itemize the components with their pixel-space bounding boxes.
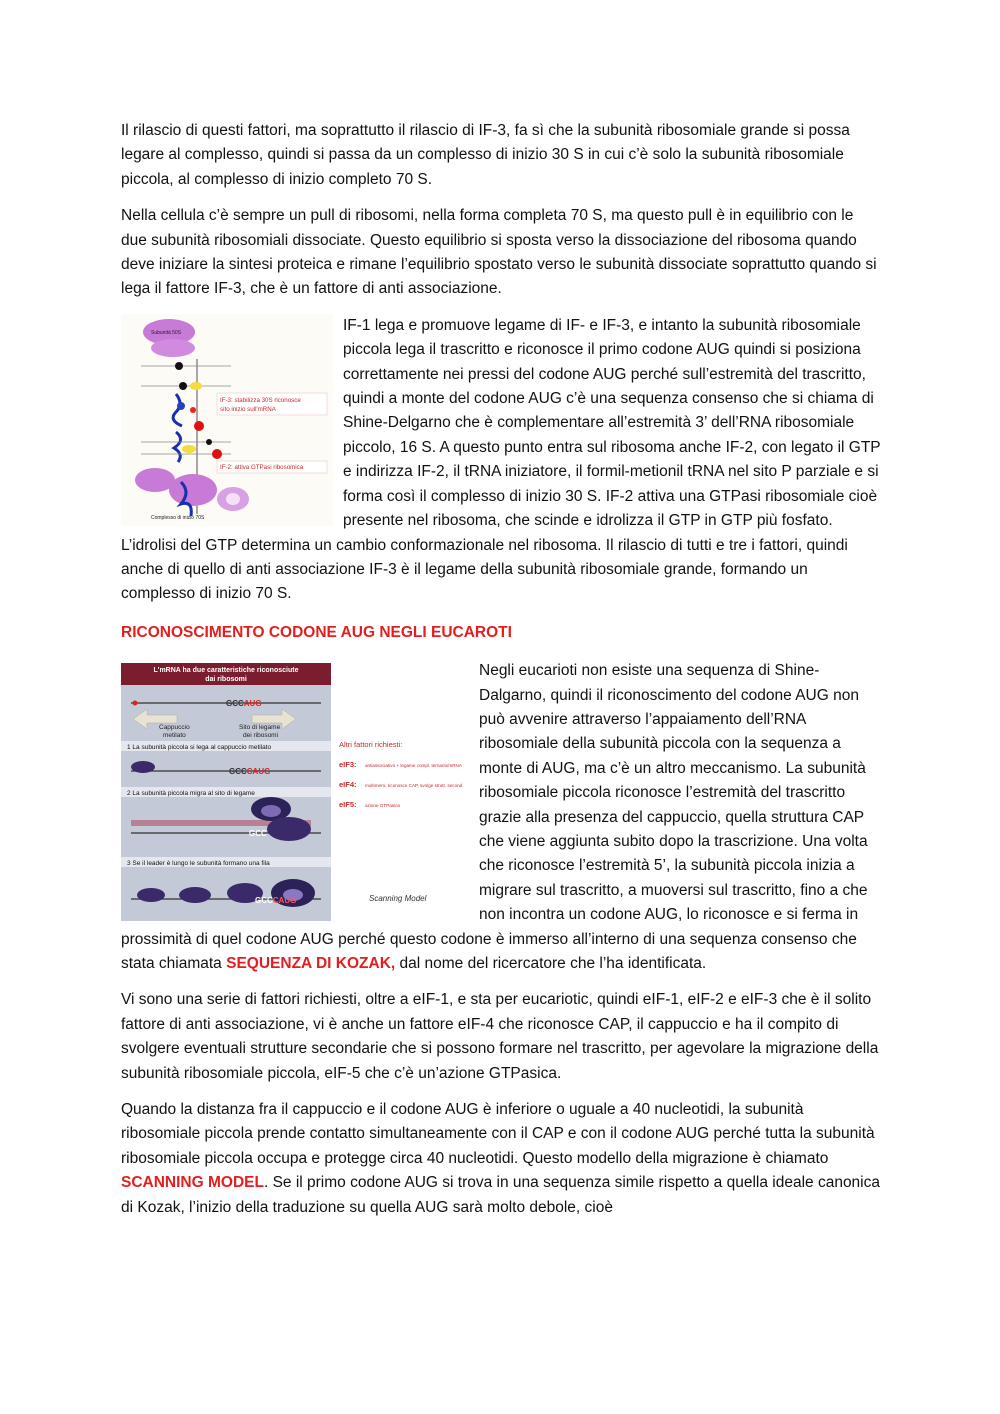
paragraph-4-text: Negli eucarioti non esiste una sequenza di Shine-Dalgarno, quindi il riconoscimento del codone AUG non può avvenire attraverso l’appaiamento dell’RNA ribosomiale della subunità piccola con la sequenza a monte di AUG, ma c’è un altro meccanismo. La subunità ribosomiale piccola riconosce l’estremità del trascritto grazie alla presenza del cappuccio, quella struttura CAP che viene aggiunta subito dopo la trascrizione. Una volta che riconosce l’estremità 5’, la subunità piccola inizia a migrare sul trascritto, a muoversi sul trascritto, fino a che non incontra un codone AUG, lo riconosce e si ferma in prossimità di quel codone AUG perché questo codone è immerso all’interno di una sequenza consenso che stata chiamata [121,662,868,972]
initiation-complex-figure [121,314,333,526]
fig2-cap-label-1: Cappuccio [159,724,190,732]
fig2-seq3-red: CAUG [272,896,297,906]
kozak-highlight: SEQUENZA DI KOZAK, [226,955,396,972]
svg-text:GCCCAUG [229,767,270,776]
fig2-step-1: 1 La subunità piccola si lega al cappuccio metilato [127,744,272,752]
fig2-header-2: dai ribosomi [205,676,247,684]
svg-text:GCCCAUG [255,896,296,905]
paragraph-5: Vi sono una serie di fattori richiesti, oltre a eIF-1, e sta per eucariotic, quindi eIF-1, eIF-2 e eIF-3 che è il solito fattore di anti associazione, vi è anche un fattore eIF-4 che riconosce CAP, il cappuccio e ha il compito di svolgere eventuali strutture secondarie che si possono formare nel trascritto, per agevolare la migrazione della subunità ribosomiale piccola, eIF-5 che c’è un’azione GTPasica. [121,991,879,1082]
fig2-site-label-1: Sito di legame [239,724,281,732]
fig2-scanning-label: Scanning Model [369,894,427,904]
fig2-eif5: eIF5: [339,800,357,810]
fig1-if3-label: IF-3: stabilizza 30S riconosce [220,396,301,404]
fig2-seq2: GCC [229,767,247,777]
fig2-eif5-desc: azione GTPasica [365,803,400,809]
fig1-top-label: Subunità 50S [151,329,182,336]
svg-text:GCCAUG [226,699,262,708]
fig2-site-label-2: dei ribosomi [243,732,279,740]
paragraph-4-tail: dal nome del ricercatore che l’ha identificata. [395,955,707,972]
fig2-seq-moving: GCC [249,829,267,839]
fig1-if3-label-2: sito inizio sull'mRNA [220,405,276,413]
fig2-seq3: GCC [255,896,273,906]
fig1-bottom-label: Complesso di inizio 70S [151,514,205,521]
fig2-header-1: L'mRNA ha due caratteristiche riconosciute [153,667,299,675]
document-page [121,119,881,1232]
fig2-step-2: 2 La subunità piccola migra al sito di legame [127,790,255,798]
paragraph-1: Il rilascio di questi fattori, ma soprattutto il rilascio di IF-3, fa sì che la subunità ribosomiale grande si possa legare al complesso, quindi si passa da un complesso di inizio 30 S in cui c’è solo la subunità ribosomiale piccola, al complesso di inizio completo 70 S. [121,122,850,188]
fig2-side-title: Altri fattori richiesti: [339,740,403,750]
paragraph-6 [121,1098,881,1220]
paragraph-3: IF-1 lega e promuove legame di IF- e IF-3, e intanto la subunità ribosomiale piccola lega il trascritto e riconosce il primo codone AUG quindi si posiziona correttamente nei pressi del codone AUG perché sull’estremità del trascritto, quindi a monte del codone AUG c’è una sequenza consenso che si chiama di Shine-Delgarno che è complementare all’estremità 3’ dell’RNA ribosomiale piccolo, 16 S. A questo punto entra sul ribosoma anche IF-2, con legato il GTP e indirizza IF-2, il tRNA iniziatore, il formil-metionil tRNA nel sito P parziale e si forma così il complesso di inizio 30 S. IF-2 attiva una GTPasi ribosomiale cioè presente nel ribosoma, che scinde e idrolizza il GTP in GTP più fosfato. L’idrolisi del GTP determina un cambio conformazionale nel ribosoma. Il rilascio di tutti e tre i fattori, quindi anche di quello di anti associazione IF-3 è il legame della subunità ribosomiale grande, formando un complesso di inizio 70 S. [121,316,881,603]
paragraph-6-tail: . Se il primo codone AUG si trova in una sequenza simile rispetto a quella ideale canonica di Kozak, l’inizio della traduzione su quella AUG sarà molto debole, cioè [121,1174,880,1216]
fig2-eif3-desc: antiassociativo + legame compl. ternario/mRNA [365,763,462,769]
paragraph-2: Nella cellula c’è sempre un pull di ribosomi, nella forma completa 70 S, ma questo pull è in equilibrio con le due subunità ribosomiali dissociate. Questo equilibrio si sposta verso la dissociazione del ribosoma quando deve iniziare la sintesi proteica e rimane l’equilibrio spostato verso le subunità dissociate soprattutto quando si lega il fattore IF-3, che è un fattore di anti associazione. [121,207,877,298]
paragraph-6-text: Quando la distanza fra il cappuccio e il codone AUG è inferiore o uguale a 40 nucleotidi, la subunità ribosomiale piccola prende contatto simultaneamente con il CAP e con il codone AUG perché tutta la subunità ribosomiale piccola occupa e protegge circa 40 nucleotidi. Questo modello della migrazione è chiamato [121,1101,875,1167]
fig1-if2-label: IF-2: attiva GTPasi ribosomica [220,463,304,471]
fig2-eif4-desc: multimero, riconosce CAP, svolge strutt. second. [365,783,464,789]
fig2-seq-red: AUG [243,699,262,709]
fig2-seq2-red: CAUG [246,767,271,777]
scanning-model-highlight: SCANNING MODEL [121,1174,264,1192]
fig2-eif3: eIF3: [339,760,357,770]
fig2-seq: GCC [226,699,244,709]
fig2-step-3: 3 Se il leader è lungo le subunità formano una fila [127,860,270,868]
section-heading: RICONOSCIMENTO CODONE AUG NEGLI EUCAROTI [121,623,512,641]
scanning-model-figure [121,663,471,921]
fig2-cap-label-2: metilato [163,732,186,740]
fig2-eif4: eIF4: [339,780,357,790]
